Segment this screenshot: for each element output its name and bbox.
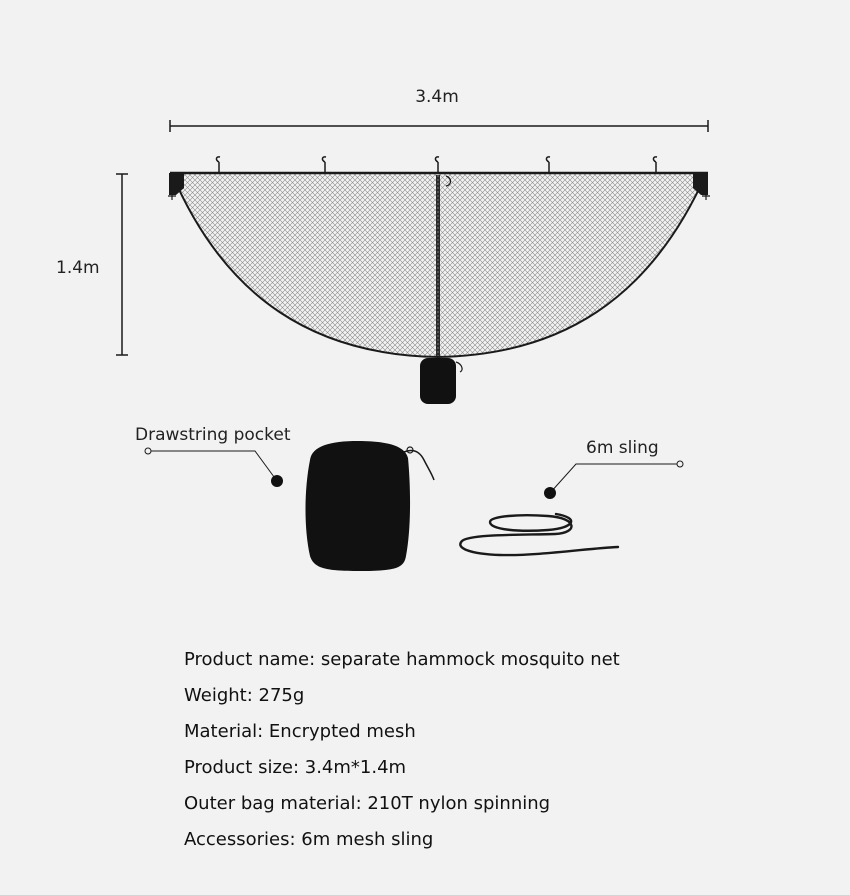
pocket-label: Drawstring pocket xyxy=(135,425,291,445)
sling-rope-icon xyxy=(460,514,618,555)
sling-label: 6m sling xyxy=(586,438,659,458)
height-dimension xyxy=(56,174,128,355)
spec-list xyxy=(184,642,620,858)
attached-pouch xyxy=(420,358,462,404)
spec-accessories: Accessories: 6m mesh sling xyxy=(184,829,434,850)
spec-weight: Weight: 275g xyxy=(184,685,305,706)
width-dimension xyxy=(170,87,708,132)
spec-product-name: Product name: separate hammock mosquito net xyxy=(184,649,620,670)
spec-product-size: Product size: 3.4m*1.4m xyxy=(184,757,407,778)
hanging-clips xyxy=(216,157,657,173)
mosquito-net xyxy=(168,157,710,404)
spec-material: Material: Encrypted mesh xyxy=(184,721,416,742)
drawstring-pocket-icon xyxy=(306,441,435,571)
height-label: 1.4m xyxy=(56,258,100,278)
pocket-callout xyxy=(135,425,291,487)
spec-outer-bag-material: Outer bag material: 210T nylon spinning xyxy=(184,793,551,814)
width-label: 3.4m xyxy=(415,87,459,107)
sling-callout xyxy=(544,438,683,499)
